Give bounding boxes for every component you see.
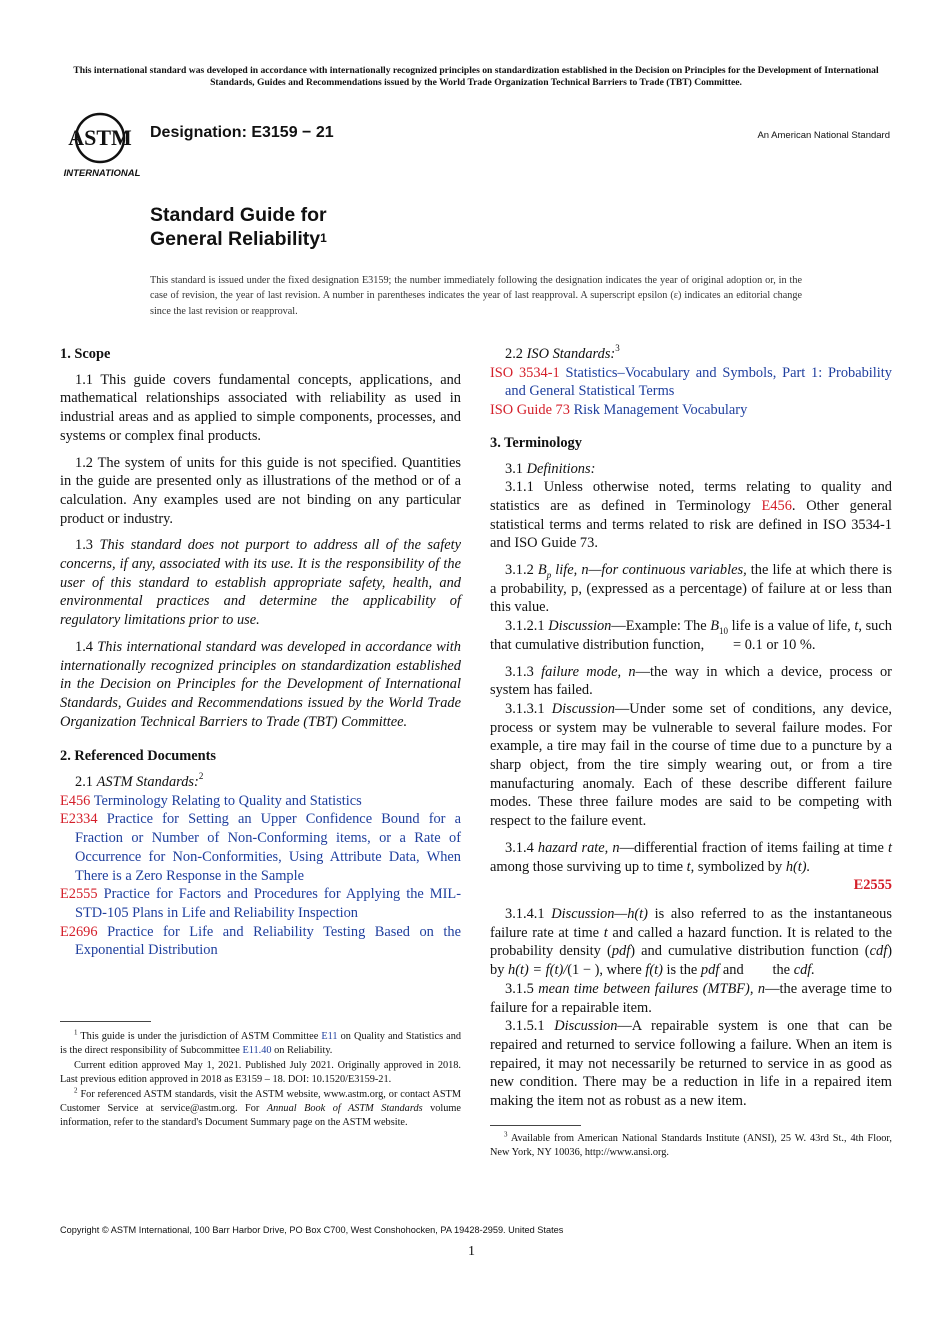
scope-1-3: 1.3 This standard does not purport to address all of the safety concerns, if any, associated with its use. It is the responsibility of the user of this standard to establish appropriate safety, health, and environmental practices and determine the applicability of regulatory limitations prior to use. [60,537,461,629]
title-footnote-mark: 1 [320,231,327,245]
term-3-1: 3.1 Definitions: [505,460,596,477]
term-3-1-3: 3.1.3 failure mode, n—the way in which a device, process or system has failed. [490,663,892,699]
term-3-1-4: 3.1.4 hazard rate, n—differential fraction of items failing at time t among those surviving up to time t, symbolized by h(t). [490,839,893,875]
astm-reference-list [60,792,461,960]
ref-code-link[interactable]: E2696 [60,923,98,940]
scope-1-4: 1.4 This international standard was developed in accordance with internationally recognized principles on standardization established in the Decision on Principles for the Development of International Standards, Guides and Recommendations issued by the World Trade Organization Technical Barriers to Trade (TBT) Committee. [60,638,461,730]
ref-code-link[interactable]: ISO Guide 73 [490,402,570,419]
term-3-1-4-1: 3.1.4.1 Discussion—h(t) is also referred to as the instantaneous failure rate at time t and called a hazard function. It is related to the probability density (pdf) and cumulative distribution function (cdf) by h(t) = f(t)/(1 − ), where f(t) is the pdf and the cdf. [490,905,892,979]
ref-title-link[interactable]: Risk Management Vocabulary [573,402,748,419]
iso-ref-item [490,401,892,420]
section-referenced-heading: 2. Referenced Documents [60,748,216,765]
ref-code-link[interactable]: ISO 3534-1 [490,364,560,381]
term-3-1-5: 3.1.5 mean time between failures (MTBF), n—the average time to failure for a repairable item. [490,980,892,1016]
designation: Designation: E3159 − 21 [150,124,334,141]
term-3-1-2-1: 3.1.2.1 Discussion—Example: The $B_{10}$ life is a value of life, t, such that cumulative distribution function, = 0.1 or 10 %. [490,618,892,653]
astm-ref-item [60,792,461,811]
left-column [60,345,461,960]
ref-link-e11[interactable]: E11 [321,1031,338,1042]
term-3-1-3-1: 3.1.3.1 Discussion—Under some set of conditions, any device, process or system may be vulnerable to several failure modes. For example, a tire may fail in the course of time due to a puncture by a sharp object, from the tire simply wearing out, or from a tire manufacturing anomaly. Each of these describe different failure modes. These three failure modes are said to be competing with respect to the failure event. [490,700,892,830]
ref-title-link[interactable]: Practice for Factors and Procedures for Applying the MIL-STD-105 Plans in Life and Reliability Inspection [75,886,461,921]
footnote-1: $^1$ This guide is under the jurisdiction of ASTM Committee E11 on Quality and Statistics and is the direct responsibility of Subcommittee E11.40 on Reliability. [60,1028,462,1057]
term-3-1-2: 3.1.2 $B_p$ life, n—for continuous variables, the life at which there is a probability, p, (expressed as a percentage) of failure at or less than this value. [490,562,892,616]
astm-ref-item [60,885,461,922]
iso-standards-label: 2.2 ISO Standards:$^3$ [505,343,620,362]
astm-standards-label: 2.1 ASTM Standards:$^2$ [75,771,204,791]
term-3-1-5-1: 3.1.5.1 Discussion—A repairable system is one that can be repaired and returned to service following a failure. When an item is repaired, it may not necessarily be returned to service in as good as new condition. There may be a reduction in life in a repaired item making the item not as robust as a new item. [490,1018,892,1110]
logo-text: ASTM [68,125,132,150]
logo-international: INTERNATIONAL [63,168,141,179]
title-line-1: Standard Guide for [150,204,327,226]
title-line-2: General Reliability$^1$ [150,228,327,250]
ref-title-link[interactable]: Statistics–Vocabulary and Symbols, Part 1: Probability and General Statistical Terms [505,364,892,400]
document-title [150,203,327,253]
astm-logo [60,112,144,180]
footnote-1-edition: Current edition approved May 1, 2021. Published July 2021. Originally approved in 2018. Last previous edition approved in 2018 as E3159 – 18. DOI: 10.1520/E3159-21. [60,1059,461,1086]
right-column [490,345,892,1111]
footnotes-right [490,1132,892,1161]
national-standard-label: An American National Standard [757,130,890,141]
footnote-2: $^2$ For referenced ASTM standards, visit the ASTM website, www.astm.org, or contact ASTM Customer Service at service@astm.org. For Annual Book of ASTM Standards volume information, refer to the standard's Document Summary page on the ASTM website. [60,1086,462,1129]
page-number: 1 [468,1244,475,1259]
copyright: Copyright © ASTM International, 100 Barr Harbor Drive, PO Box C700, West Conshohocken, PA 19428-2959. United States [60,1225,564,1235]
top-notice: This international standard was developed in accordance with internationally recognized principles on standardization established in the Decision on Principles for the Development of International Standards, Guides and Recommendations issued by the World Trade Organization Technical Barriers to Trade (TBT) Committee. [73,65,879,88]
scope-1-2: 1.2 The system of units for this guide is not specified. Quantities in the guide are presented only as illustrations of the method or of a calculation. Any examples used are not binding on any particular product or industry. [60,454,461,527]
section-scope-heading: 1. Scope [60,346,111,362]
ref-title-link[interactable]: Practice for Life and Reliability Testing Based on the Exponential Distribution [75,923,461,959]
astm-ref-item [60,923,461,960]
ref-title-link[interactable]: Terminology Relating to Quality and Statistics [93,792,362,809]
section-terminology-heading: 3. Terminology [490,434,582,451]
astm-ref-item [60,810,461,885]
footnote-rule-right [490,1125,581,1126]
ref-link-e11-40[interactable]: E11.40 [242,1045,272,1057]
ref-link-e2555[interactable]: E2555 [853,877,892,894]
ref-code-link[interactable]: E2555 [60,886,98,903]
ref-code-link[interactable]: E2334 [60,811,98,828]
ref-link-e456[interactable]: E456 [761,497,792,514]
iso-ref-item [490,364,892,401]
footnote-rule-left [60,1021,151,1022]
ref-title-link[interactable]: Practice for Setting an Upper Confidence Bound for a Fraction or Number of Non-Conforming items, or a Rate of Occurrence for Non-Conformities, Using Attribute Data, When There is a Zero Response in the Sample [75,811,461,884]
ref-code-link[interactable]: E456 [60,792,91,809]
iso-reference-list [490,364,892,420]
term-3-1-1: 3.1.1 Unless otherwise noted, terms relating to quality and statistics are as defined in Terminology E456. Other general statistical terms and terms related to risk are defined in ISO 3534-1 and ISO Guide 73. [490,479,892,552]
issuance-note: This standard is issued under the fixed designation E3159; the number immediately following the designation indicates the year of original adoption or, in the case of revision, the year of last revision. A number in parentheses indicates the year of last reapproval. A superscript epsilon (ε) indicates an editorial change since the last revision or reapproval. [150,275,802,317]
scope-1-1: 1.1 This guide covers fundamental concepts, applications, and mathematical relationships associated with reliability as used in industrial areas and as applied to simple components, processes, and systems or complex final products. [60,371,461,444]
footnote-3: $^3$ Available from American National Standards Institute (ANSI), 25 W. 43rd St., 4th Floor, New York, NY 10036, http://www.ansi.org. [490,1130,892,1159]
footnotes-left [60,1030,461,1131]
